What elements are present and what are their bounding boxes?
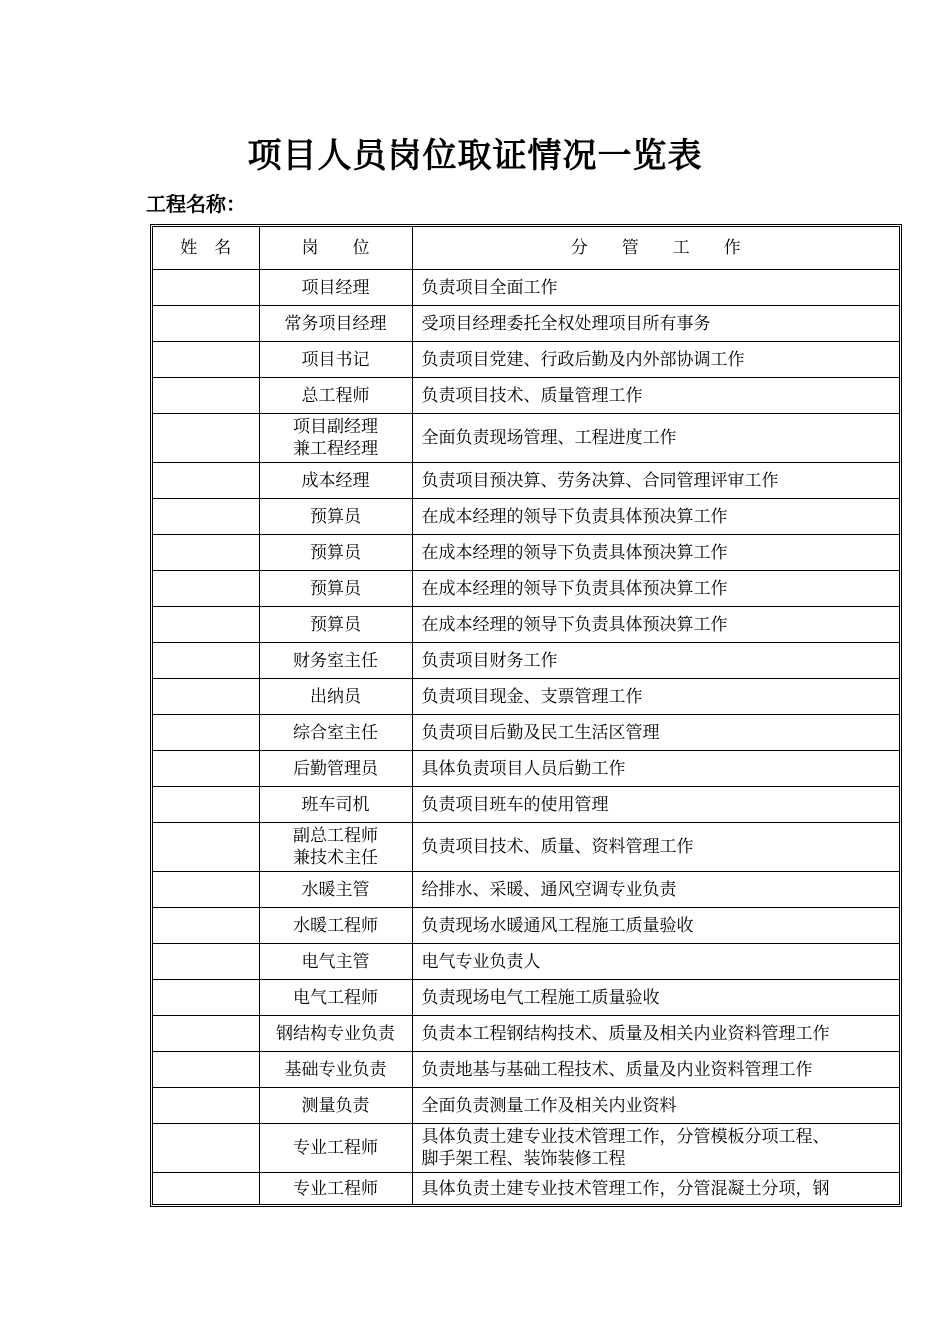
name-cell: [153, 414, 259, 463]
name-cell: [153, 787, 259, 823]
name-cell: [153, 270, 259, 306]
table-header-row: [153, 227, 899, 270]
header-name: 姓 名: [153, 227, 259, 270]
position-cell: 预算员: [259, 499, 412, 535]
name-cell: [153, 751, 259, 787]
name-cell: [153, 823, 259, 872]
duty-cell: 负责项目全面工作: [412, 270, 899, 306]
position-cell: 预算员: [259, 607, 412, 643]
name-cell: [153, 679, 259, 715]
table-row: [153, 378, 899, 414]
position-cell: 专业工程师: [259, 1124, 412, 1173]
duty-cell: 负责项目党建、行政后勤及内外部协调工作: [412, 342, 899, 378]
table-row: [153, 751, 899, 787]
name-cell: [153, 643, 259, 679]
duty-cell: 负责项目后勤及民工生活区管理: [412, 715, 899, 751]
position-cell: 班车司机: [259, 787, 412, 823]
duty-cell: 电气专业负责人: [412, 944, 899, 980]
table-row: [153, 1088, 899, 1124]
staff-position-table: [153, 227, 899, 1204]
table-row: [153, 787, 899, 823]
duty-cell: 负责项目技术、质量、资料管理工作: [412, 823, 899, 872]
name-cell: [153, 1173, 259, 1205]
table-row: [153, 571, 899, 607]
table-row: [153, 499, 899, 535]
duty-cell: 负责项目财务工作: [412, 643, 899, 679]
table-row: [153, 342, 899, 378]
staff-table-frame: [150, 224, 902, 1207]
position-cell: 水暖主管: [259, 872, 412, 908]
duty-cell: 在成本经理的领导下负责具体预决算工作: [412, 607, 899, 643]
table-row: [153, 306, 899, 342]
position-cell: 基础专业负责: [259, 1052, 412, 1088]
name-cell: [153, 535, 259, 571]
table-row: [153, 643, 899, 679]
duty-cell: 具体负责土建专业技术管理工作，分管模板分项工程、 脚手架工程、装饰装修工程: [412, 1124, 899, 1173]
duty-cell: 负责现场电气工程施工质量验收: [412, 980, 899, 1016]
table-row: [153, 270, 899, 306]
name-cell: [153, 908, 259, 944]
position-cell: 项目经理: [259, 270, 412, 306]
duty-cell: 全面负责测量工作及相关内业资料: [412, 1088, 899, 1124]
table-row: [153, 944, 899, 980]
position-cell: 电气工程师: [259, 980, 412, 1016]
name-cell: [153, 463, 259, 499]
header-position: 岗 位: [259, 227, 412, 270]
duty-cell: 在成本经理的领导下负责具体预决算工作: [412, 499, 899, 535]
duty-cell: 负责项目技术、质量管理工作: [412, 378, 899, 414]
name-cell: [153, 378, 259, 414]
table-row: [153, 715, 899, 751]
duty-cell: 全面负责现场管理、工程进度工作: [412, 414, 899, 463]
table-row: [153, 1052, 899, 1088]
position-cell: 常务项目经理: [259, 306, 412, 342]
position-cell: 出纳员: [259, 679, 412, 715]
name-cell: [153, 342, 259, 378]
table-row: [153, 980, 899, 1016]
name-cell: [153, 872, 259, 908]
table-row: [153, 1173, 899, 1205]
duty-cell: 在成本经理的领导下负责具体预决算工作: [412, 571, 899, 607]
table-row: [153, 1124, 899, 1173]
table-row: [153, 535, 899, 571]
position-cell: 总工程师: [259, 378, 412, 414]
position-cell: 成本经理: [259, 463, 412, 499]
duty-cell: 具体负责项目人员后勤工作: [412, 751, 899, 787]
table-row: [153, 1016, 899, 1052]
duty-cell: 在成本经理的领导下负责具体预决算工作: [412, 535, 899, 571]
position-cell: 项目副经理 兼工程经理: [259, 414, 412, 463]
position-cell: 预算员: [259, 571, 412, 607]
position-cell: 电气主管: [259, 944, 412, 980]
table-body: [153, 270, 899, 1205]
table-row: [153, 414, 899, 463]
name-cell: [153, 306, 259, 342]
position-cell: 测量负责: [259, 1088, 412, 1124]
project-name-label: 工程名称：: [146, 192, 246, 216]
position-cell: 预算员: [259, 535, 412, 571]
name-cell: [153, 499, 259, 535]
name-cell: [153, 571, 259, 607]
name-cell: [153, 1016, 259, 1052]
table-row: [153, 908, 899, 944]
table-row: [153, 679, 899, 715]
name-cell: [153, 1088, 259, 1124]
name-cell: [153, 715, 259, 751]
name-cell: [153, 944, 259, 980]
table-row: [153, 823, 899, 872]
position-cell: 综合室主任: [259, 715, 412, 751]
name-cell: [153, 607, 259, 643]
position-cell: 后勤管理员: [259, 751, 412, 787]
name-cell: [153, 1124, 259, 1173]
position-cell: 财务室主任: [259, 643, 412, 679]
name-cell: [153, 1052, 259, 1088]
position-cell: 项目书记: [259, 342, 412, 378]
duty-cell: 负责现场水暖通风工程施工质量验收: [412, 908, 899, 944]
table-row: [153, 607, 899, 643]
position-cell: 钢结构专业负责: [259, 1016, 412, 1052]
duty-cell: 具体负责土建专业技术管理工作，分管混凝土分项，钢: [412, 1173, 899, 1205]
header-duty: 分 管 工 作: [412, 227, 899, 270]
duty-cell: 受项目经理委托全权处理项目所有事务: [412, 306, 899, 342]
page-title: 项目人员岗位取证情况一览表: [247, 136, 703, 176]
duty-cell: 给排水、采暖、通风空调专业负责: [412, 872, 899, 908]
duty-cell: 负责地基与基础工程技术、质量及内业资料管理工作: [412, 1052, 899, 1088]
duty-cell: 负责本工程钢结构技术、质量及相关内业资料管理工作: [412, 1016, 899, 1052]
duty-cell: 负责项目预决算、劳务决算、合同管理评审工作: [412, 463, 899, 499]
table-row: [153, 872, 899, 908]
duty-cell: 负责项目现金、支票管理工作: [412, 679, 899, 715]
position-cell: 水暖工程师: [259, 908, 412, 944]
position-cell: 专业工程师: [259, 1173, 412, 1205]
table-row: [153, 463, 899, 499]
position-cell: 副总工程师 兼技术主任: [259, 823, 412, 872]
duty-cell: 负责项目班车的使用管理: [412, 787, 899, 823]
name-cell: [153, 980, 259, 1016]
